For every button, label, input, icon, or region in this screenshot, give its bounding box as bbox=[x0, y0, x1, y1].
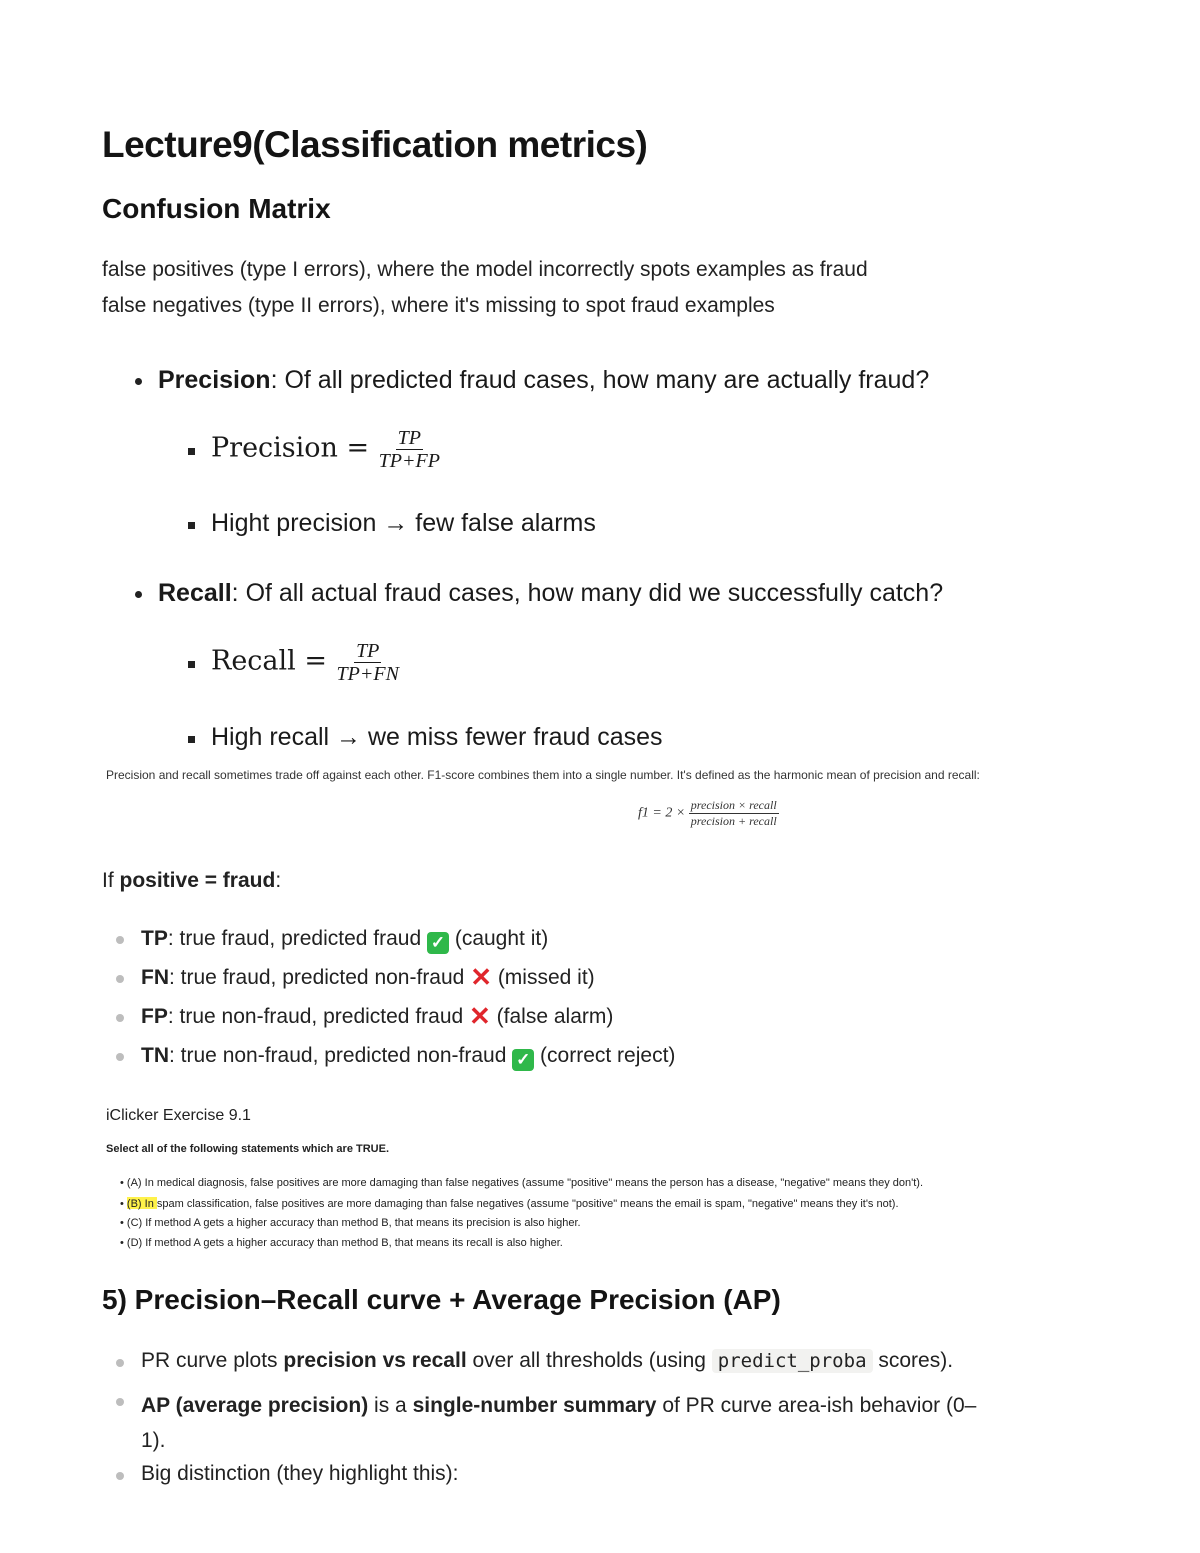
case-note: (caught it) bbox=[449, 927, 549, 950]
list-item-tp bbox=[141, 927, 548, 954]
iclicker-option-c: • (C) If method A gets a higher accuracy than method B, that means its precision is also higher. bbox=[120, 1217, 581, 1229]
pr-text: is a bbox=[368, 1394, 413, 1417]
bullet-dot bbox=[135, 591, 142, 598]
f1-denominator: precision + recall bbox=[690, 814, 777, 828]
positive-bold: positive = fraud bbox=[119, 869, 276, 892]
precision-note: Hight precision → few false alarms bbox=[211, 509, 596, 537]
list-item-fp bbox=[141, 1001, 614, 1031]
iclicker-instruction: Select all of the following statements which are TRUE. bbox=[106, 1143, 389, 1155]
pr-bold: single-number summary bbox=[412, 1394, 657, 1417]
case-text: : true non-fraud, predicted fraud bbox=[167, 1005, 470, 1028]
cross-mark-icon: ✕ bbox=[470, 962, 492, 992]
list-bullet bbox=[116, 1359, 124, 1367]
recall-numerator: TP bbox=[356, 640, 380, 662]
section-heading-confusion-matrix: Confusion Matrix bbox=[102, 193, 331, 224]
case-term: FP bbox=[141, 1005, 168, 1028]
recall-bullet bbox=[158, 579, 943, 608]
bullet-square bbox=[188, 661, 195, 668]
iclicker-title: iClicker Exercise 9.1 bbox=[106, 1107, 251, 1124]
pr-bold: precision vs recall bbox=[283, 1349, 467, 1372]
iclicker-option-d: • (D) If method A gets a higher accuracy than method B, that means its recall is also higher. bbox=[120, 1237, 563, 1249]
recall-term: Recall bbox=[158, 579, 232, 607]
f1-lhs: f1 = 2 × bbox=[638, 805, 686, 821]
iclicker-option-a: • (A) In medical diagnosis, false positives are more damaging than false negatives (assume "positive" means the person has a disease, "negative" means they don't). bbox=[120, 1177, 924, 1189]
positive-prefix: If bbox=[102, 869, 120, 892]
case-term: FN bbox=[141, 966, 169, 989]
recall-fraction bbox=[335, 640, 401, 685]
case-note: (false alarm) bbox=[490, 1005, 614, 1028]
pr-bold: AP (average precision) bbox=[141, 1394, 369, 1417]
false-positives-text: false positives (type I errors), where the model incorrectly spots examples as fraud bbox=[102, 258, 868, 281]
precision-formula bbox=[211, 427, 442, 472]
pr-bullet-2 bbox=[141, 1388, 1101, 1458]
list-bullet bbox=[116, 1053, 124, 1061]
precision-formula-lhs: Precision = bbox=[211, 432, 370, 464]
list-bullet bbox=[116, 936, 124, 944]
recall-note: High recall → we miss fewer fraud cases bbox=[211, 723, 663, 751]
bullet-dot bbox=[135, 378, 142, 385]
precision-term: Precision bbox=[158, 366, 271, 394]
option-text: (B) In spam classification, false positives are more damaging than false negatives (assume "positive" means the email is spam, "negative" means they it's not). bbox=[126, 1198, 899, 1210]
positive-definition bbox=[102, 869, 281, 893]
recall-denominator: TP+FN bbox=[336, 663, 399, 685]
section-heading-pr-curve: 5) Precision–Recall curve + Average Precision (AP) bbox=[102, 1284, 781, 1315]
list-bullet bbox=[116, 1472, 124, 1480]
list-item-tn bbox=[141, 1044, 675, 1071]
precision-bullet bbox=[158, 366, 929, 395]
f1-description: Precision and recall sometimes trade off against each other. F1-score combines them into a single number. It's defined as the harmonic mean of precision and recall: bbox=[106, 768, 980, 782]
pr-text: over all thresholds (using bbox=[466, 1349, 712, 1372]
option-text: (A) In medical diagnosis, false positives are more damaging than false negatives (assume "positive" means the person has a disease, "negative" means they don't). bbox=[126, 1177, 924, 1189]
pr-bullet-3: Big distinction (they highlight this): bbox=[141, 1462, 459, 1485]
bullet-square bbox=[188, 736, 195, 743]
recall-formula-lhs: Recall = bbox=[211, 645, 328, 677]
option-text: (D) If method A gets a higher accuracy than method B, that means its recall is also higher. bbox=[126, 1237, 563, 1249]
case-term: TP bbox=[141, 927, 168, 950]
false-negatives-text: false negatives (type II errors), where it's missing to spot fraud examples bbox=[102, 294, 775, 317]
inline-code: predict_proba bbox=[712, 1349, 873, 1373]
pr-text: 1). bbox=[141, 1429, 166, 1452]
case-note: (correct reject) bbox=[534, 1044, 676, 1067]
f1-formula bbox=[638, 798, 779, 829]
list-bullet bbox=[116, 1014, 124, 1022]
option-text: (C) If method A gets a higher accuracy than method B, that means its precision is also higher. bbox=[126, 1217, 581, 1229]
list-bullet bbox=[116, 975, 124, 983]
f1-numerator: precision × recall bbox=[690, 798, 777, 812]
list-bullet bbox=[116, 1398, 124, 1406]
iclicker-option-b: • (B) In spam classification, false positives are more damaging than false negatives (assume "positive" means the email is spam, "negative" means they it's not). bbox=[120, 1198, 899, 1210]
pr-text: PR curve plots bbox=[141, 1349, 284, 1372]
case-text: : true fraud, predicted non-fraud bbox=[169, 966, 471, 989]
pr-text: scores). bbox=[872, 1349, 954, 1372]
precision-numerator: TP bbox=[397, 427, 421, 449]
cross-mark-icon: ✕ bbox=[469, 1001, 491, 1031]
check-mark-icon: ✓ bbox=[427, 932, 449, 954]
case-term: TN bbox=[141, 1044, 169, 1067]
case-text: : true non-fraud, predicted non-fraud bbox=[169, 1044, 513, 1067]
precision-question: : Of all predicted fraud cases, how many are actually fraud? bbox=[270, 366, 930, 394]
positive-suffix: : bbox=[275, 869, 282, 892]
bullet-square bbox=[188, 522, 195, 529]
case-note: (missed it) bbox=[491, 966, 595, 989]
recall-question: : Of all actual fraud cases, how many did we successfully catch? bbox=[231, 579, 944, 607]
precision-fraction bbox=[377, 427, 442, 472]
check-mark-icon: ✓ bbox=[512, 1049, 534, 1071]
page-title: Lecture9(Classification metrics) bbox=[102, 124, 648, 165]
case-text: : true fraud, predicted fraud bbox=[167, 927, 427, 950]
list-item-fn bbox=[141, 962, 595, 992]
pr-text: of PR curve area-ish behavior (0– bbox=[656, 1394, 977, 1417]
precision-denominator: TP+FP bbox=[378, 450, 440, 472]
pr-bullet-1 bbox=[141, 1349, 953, 1373]
bullet-square bbox=[188, 448, 195, 455]
recall-formula bbox=[211, 640, 401, 685]
